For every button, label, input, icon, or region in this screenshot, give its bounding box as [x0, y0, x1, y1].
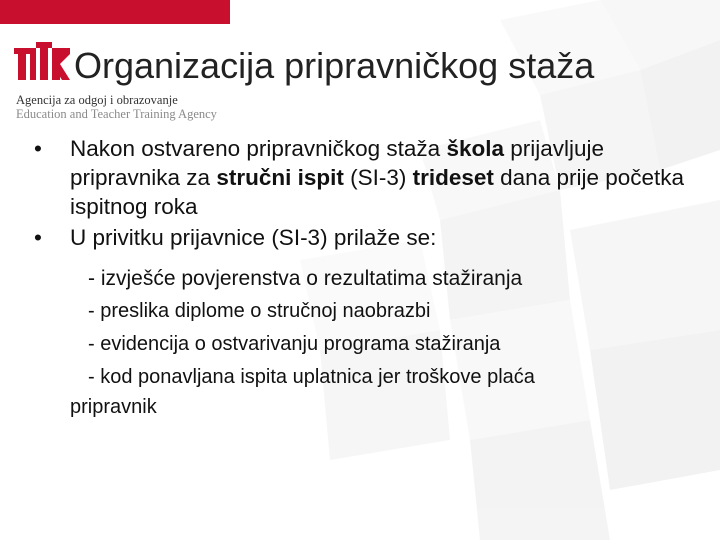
sub-item-continuation: pripravnik: [70, 396, 157, 418]
bullet-bold-text: trideset: [412, 165, 494, 190]
sub-item: - preslika diplome o stručnoj naobrazbi: [88, 300, 431, 322]
bullet-item: [30, 223, 690, 252]
agency-name: [16, 93, 217, 121]
bullet-dot: •: [34, 225, 42, 250]
bullet-text: Nakon ostvareno pripravničkog staža: [70, 136, 447, 161]
agency-logo: [14, 42, 72, 82]
sub-item: - evidencija o ostvarivanju programa stažiranja: [88, 333, 501, 355]
agency-name-english: Education and Teacher Training Agency: [16, 107, 217, 121]
sub-item: - kod ponavljana ispita uplatnica jer troškove plaća: [88, 366, 535, 388]
bullet-dot: •: [34, 136, 42, 161]
sub-item: - izvješće povjerenstva o rezultatima stažiranja: [88, 267, 523, 290]
bullet-item: [30, 134, 690, 221]
bullet-text: prijavljuje pripravnika za: [70, 136, 605, 190]
bullet-text: (SI-3): [343, 165, 413, 190]
slide-title: Organizacija pripravničkog staža: [74, 45, 595, 86]
slide-content: [30, 134, 690, 420]
bullet-bold-text: stručni ispit: [216, 165, 344, 190]
agency-name-croatian: Agencija za odgoj i obrazovanje: [16, 93, 178, 107]
bullet-text: dana prije početka ispitnog roka: [70, 165, 685, 219]
top-accent-bar: [0, 0, 230, 24]
bullet-bold-text: škola: [446, 136, 504, 161]
bullet-text: U privitku prijavnice (SI-3) prilaže se:: [70, 225, 437, 250]
